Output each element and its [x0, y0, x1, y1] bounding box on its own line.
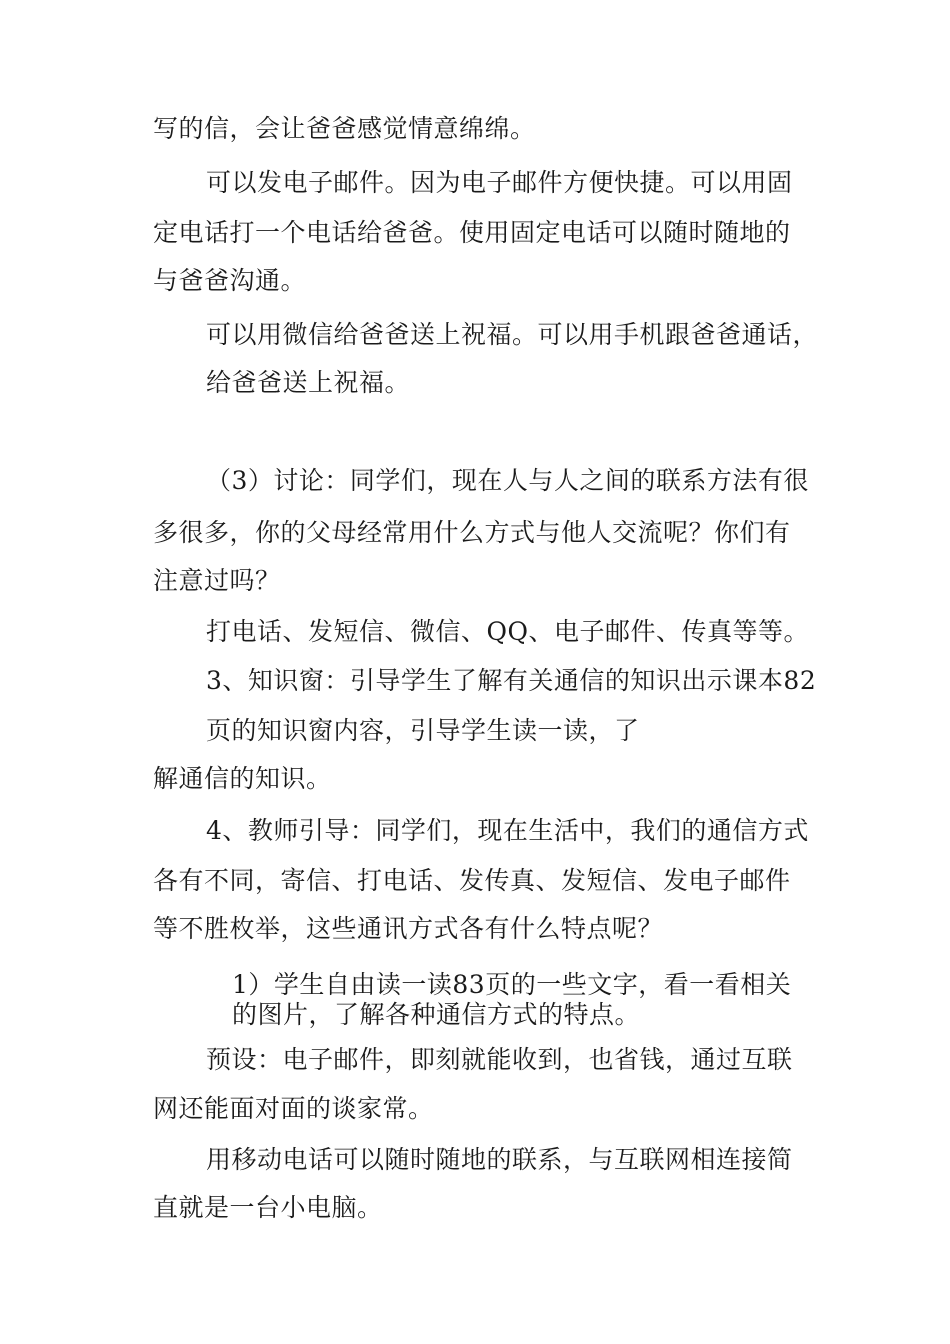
text-line: 与爸爸沟通。 — [153, 266, 307, 295]
text-line: 给爸爸送上祝福。 — [206, 368, 411, 397]
text-line: 3、知识窗：引导学生了解有关通信的知识出示课本82 — [206, 666, 817, 695]
text-line: 的图片，了解各种通信方式的特点。 — [232, 1000, 641, 1029]
text-line: 1）学生自由读一读83页的一些文字，看一看相关 — [232, 970, 792, 999]
text-line: 解通信的知识。 — [153, 764, 332, 793]
text-line: 直就是一台小电脑。 — [153, 1193, 383, 1222]
text-line: 各有不同，寄信、打电话、发传真、发短信、发电子邮件 — [153, 866, 791, 895]
text-line: 定电话打一个电话给爸爸。使用固定电话可以随时随地的 — [153, 218, 791, 247]
text-line: 页的知识窗内容，引导学生读一读，了 — [206, 716, 640, 745]
text-line: 打电话、发短信、微信、QQ、电子邮件、传真等等。 — [206, 617, 809, 646]
text-line: 可以发电子邮件。因为电子邮件方便快捷。可以用固 — [206, 168, 793, 197]
text-line: 注意过吗？ — [153, 566, 281, 595]
text-line: 多很多，你的父母经常用什么方式与他人交流呢？你们有 — [153, 518, 791, 547]
text-line: 网还能面对面的谈家常。 — [153, 1094, 434, 1123]
text-line: （3）讨论：同学们，现在人与人之间的联系方法有很 — [206, 466, 809, 495]
text-line: 等不胜枚举，这些通讯方式各有什么特点呢？ — [153, 914, 664, 943]
text-line: 用移动电话可以随时随地的联系，与互联网相连接简 — [206, 1145, 793, 1174]
text-line: 4、教师引导：同学们，现在生活中，我们的通信方式 — [206, 816, 809, 845]
text-line: 可以用微信给爸爸送上祝福。可以用手机跟爸爸通话， — [206, 320, 819, 349]
text-line: 写的信，会让爸爸感觉情意绵绵。 — [153, 114, 536, 143]
text-line: 预设：电子邮件，即刻就能收到，也省钱，通过互联 — [206, 1045, 793, 1074]
